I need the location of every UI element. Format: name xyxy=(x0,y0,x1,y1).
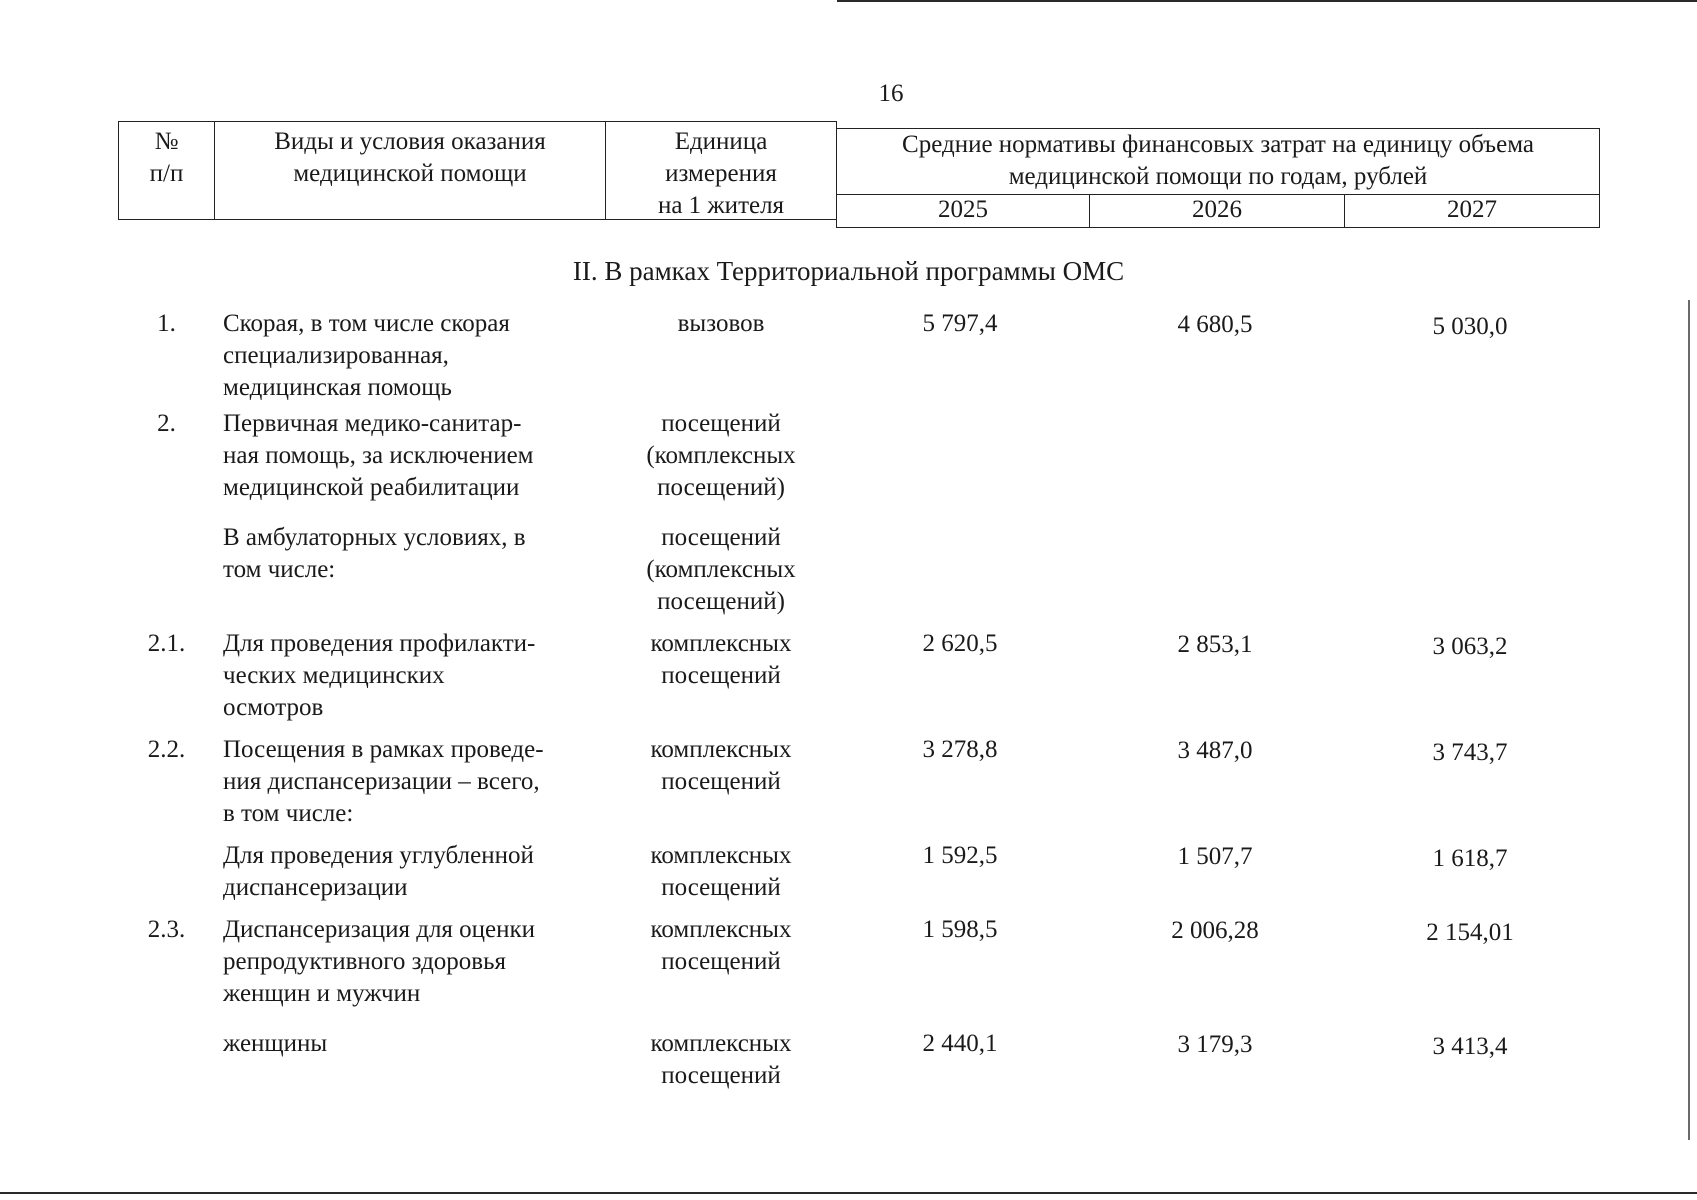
scan-border-right xyxy=(1688,300,1690,1140)
row-2-name-line-2: ная помощь, за исключением xyxy=(223,442,534,469)
row-4-value-2025: 2 620,5 xyxy=(922,630,998,657)
header-year-2026: 2026 xyxy=(1089,194,1345,228)
row-6-value-2027: 1 618,7 xyxy=(1432,845,1508,872)
row-7-number: 2.3. xyxy=(147,916,186,943)
row-5-unit-line-2: посещений xyxy=(661,768,781,795)
row-5-name-line-2: ния диспансеризации – всего, xyxy=(223,768,540,795)
row-6-value-2025: 1 592,5 xyxy=(922,842,998,869)
row-1-value-2026: 4 680,5 xyxy=(1177,311,1253,338)
row-5-name-line-1: Посещения в рамках проведе- xyxy=(223,736,544,763)
row-1-name-line-3: медицинская помощь xyxy=(223,374,452,401)
header-year-2027: 2027 xyxy=(1344,194,1600,228)
header-unit-column xyxy=(605,121,837,220)
row-1-name-line-2: специализированная, xyxy=(223,342,449,369)
row-3-unit-line-3: посещений) xyxy=(657,588,785,615)
scan-border-top xyxy=(837,0,1697,2)
row-2-unit xyxy=(608,408,834,504)
row-6-unit-line-1: комплексных xyxy=(650,842,792,869)
row-7-unit-line-1: комплексных xyxy=(650,916,792,943)
row-3-unit-line-2: (комплексных xyxy=(646,556,796,583)
header-year-2025: 2025 xyxy=(836,194,1090,228)
row-5-value-2026: 3 487,0 xyxy=(1177,737,1253,764)
header-norms-line-1: Средние нормативы финансовых затрат на единицу объема xyxy=(902,131,1534,158)
row-7-name-line-1: Диспансеризация для оценки xyxy=(223,916,536,943)
row-8-unit-line-1: комплексных xyxy=(650,1030,792,1057)
row-3-name xyxy=(223,522,603,586)
row-4-name-line-1: Для проведения профилакти- xyxy=(223,630,536,657)
row-1-name xyxy=(223,308,603,404)
row-4-unit-line-1: комплексных xyxy=(650,630,792,657)
row-7-name xyxy=(223,914,603,1010)
section-title: II. В рамках Территориальной программы ОМС xyxy=(572,256,1125,286)
row-2-name-line-1: Первичная медико-санитар- xyxy=(223,410,522,437)
row-8-value-2027: 3 413,4 xyxy=(1432,1033,1508,1060)
row-1-value-2027: 5 030,0 xyxy=(1432,313,1508,340)
header-unit-line-1: Единица xyxy=(674,128,768,155)
header-number-column xyxy=(118,121,215,220)
row-6-name xyxy=(223,840,603,904)
row-8-value-2026: 3 179,3 xyxy=(1177,1031,1253,1058)
row-1-unit-line-1: вызовов xyxy=(677,310,765,337)
header-unit-line-3: на 1 жителя xyxy=(657,192,785,219)
row-7-value-2027: 2 154,01 xyxy=(1426,919,1514,946)
row-4-name-line-3: осмотров xyxy=(223,694,324,721)
row-4-unit xyxy=(608,628,834,692)
row-4-value-2026: 2 853,1 xyxy=(1177,631,1253,658)
row-8-unit xyxy=(608,1028,834,1092)
row-8-unit-line-2: посещений xyxy=(661,1062,781,1089)
header-number-line-1: № xyxy=(154,128,179,155)
row-6-name-line-1: Для проведения углубленной xyxy=(223,842,534,869)
row-3-unit xyxy=(608,522,834,618)
header-unit-line-2: измерения xyxy=(665,160,777,187)
row-6-name-line-2: диспансеризации xyxy=(223,874,408,901)
header-kind-line-2: медицинской помощи xyxy=(293,160,527,187)
row-1-value-2025: 5 797,4 xyxy=(922,310,998,337)
row-4-value-2027: 3 063,2 xyxy=(1432,633,1508,660)
row-5-unit xyxy=(608,734,834,798)
row-8-name-line-1: женщины xyxy=(223,1030,328,1057)
row-5-name-line-3: в том числе: xyxy=(223,800,354,827)
row-6-unit xyxy=(608,840,834,904)
row-4-unit-line-2: посещений xyxy=(661,662,781,689)
row-2-name xyxy=(223,408,603,504)
scan-border-bottom xyxy=(0,1192,1697,1194)
row-7-name-line-3: женщин и мужчин xyxy=(223,980,421,1007)
row-7-unit xyxy=(608,914,834,978)
header-norms-line-2: медицинской помощи по годам, рублей xyxy=(1008,163,1428,190)
row-2-unit-line-2: (комплексных xyxy=(646,442,796,469)
page-number: 16 xyxy=(878,80,904,107)
header-norms-group xyxy=(836,128,1600,195)
row-7-value-2025: 1 598,5 xyxy=(922,916,998,943)
row-5-unit-line-1: комплексных xyxy=(650,736,792,763)
row-2-name-line-3: медицинской реабилитации xyxy=(223,474,520,501)
row-7-name-line-2: репродуктивного здоровья xyxy=(223,948,507,975)
row-1-number: 1. xyxy=(157,310,176,337)
header-kind-line-1: Виды и условия оказания xyxy=(274,128,546,155)
row-4-name-line-2: ческих медицинских xyxy=(223,662,445,689)
row-5-value-2025: 3 278,8 xyxy=(922,736,998,763)
row-2-number: 2. xyxy=(157,410,176,437)
row-6-unit-line-2: посещений xyxy=(661,874,781,901)
row-2-unit-line-3: посещений) xyxy=(657,474,785,501)
row-3-name-line-2: том числе: xyxy=(223,556,336,583)
row-7-unit-line-2: посещений xyxy=(661,948,781,975)
row-8-value-2025: 2 440,1 xyxy=(922,1030,998,1057)
header-number-line-2: п/п xyxy=(149,160,184,187)
row-3-unit-line-1: посещений xyxy=(661,524,781,551)
row-4-name xyxy=(223,628,603,724)
row-1-name-line-1: Скорая, в том числе скорая xyxy=(223,310,510,337)
row-6-value-2026: 1 507,7 xyxy=(1177,843,1253,870)
row-5-value-2027: 3 743,7 xyxy=(1432,739,1508,766)
header-kind-column xyxy=(214,121,606,220)
row-3-name-line-1: В амбулаторных условиях, в xyxy=(223,524,526,551)
row-2-unit-line-1: посещений xyxy=(661,410,781,437)
row-4-number: 2.1. xyxy=(147,630,186,657)
row-1-unit xyxy=(608,308,834,340)
row-7-value-2026: 2 006,28 xyxy=(1171,917,1259,944)
row-8-name xyxy=(223,1028,603,1060)
row-5-number: 2.2. xyxy=(147,736,186,763)
row-5-name xyxy=(223,734,603,830)
